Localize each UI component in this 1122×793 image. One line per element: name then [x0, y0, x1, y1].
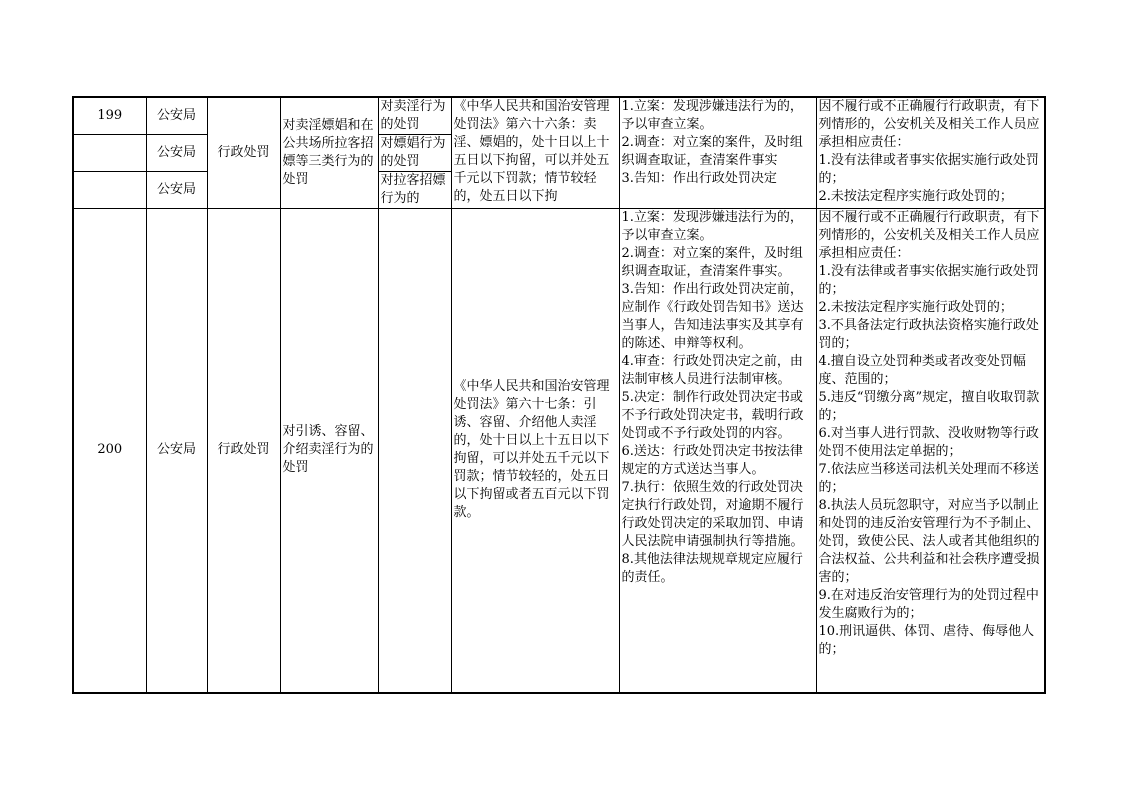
procedure-step: 7.执行：依照生效的行政处罚决定执行行政处罚，对逾期不履行行政处罚决定的采取加罚、申请人民法院申请强制执行等措施。 — [621, 480, 804, 549]
legal-basis-cell: 《中华人民共和国治安管理处罚法》第六十七条：引诱、容留、介绍他人卖淫的，处十日以上十五日以下拘留，可以并处五千元以下罚款；情节较轻的，处五日以下拘留或者五百元以下罚款。 — [451, 209, 619, 693]
procedure-cell — [619, 97, 816, 209]
liability-line: 因不履行或不正确履行行政职责，有下列情形的，公安机关及相关工作人员应承担相应责任： — [818, 210, 1040, 261]
liability-line: 6.对当事人进行罚款、没收财物等行政处罚不使用法定单据的； — [818, 426, 1039, 459]
liability-line: 3.不具备法定行政执法资格实施行政处罚的； — [818, 318, 1039, 351]
liability-line: 因不履行或不正确履行行政职责，有下列情形的，公安机关及相关工作人员应承担相应责任： — [818, 99, 1040, 150]
procedure-step: 2.调查：对立案的案件，及时组织调查取证，查清案件事实。 — [621, 246, 803, 279]
liability-cell — [816, 97, 1045, 209]
liability-line: 2.未按法定程序实施行政处罚的； — [818, 189, 1013, 204]
procedure-step: 3.告知：作出行政处罚决定前，应制作《行政处罚告知书》送达当事人，告知违法事实及其享有的陈述、申辩等权利。 — [621, 282, 804, 351]
liability-line: 2.未按法定程序实施行政处罚的； — [818, 300, 1013, 315]
procedure-step: 3.告知：作出行政处罚决定 — [621, 171, 777, 186]
liability-line: 10.刑讯逼供、体罚、虐待、侮辱他人的； — [818, 624, 1035, 657]
sub-item-cell: 对嫖娼行为的处罚 — [378, 135, 451, 172]
procedure-step: 5.决定：制作行政处罚决定书或不予行政处罚决定书，载明行政处罚或不予行政处罚的内容。 — [621, 390, 804, 441]
department-cell: 公安局 — [146, 97, 207, 135]
liability-line: 1.没有法律或者事实依据实施行政处罚的； — [818, 153, 1039, 186]
row-number-cell: 199 — [73, 97, 146, 135]
procedure-step: 1.立案：发现涉嫌违法行为的，予以审查立案。 — [621, 210, 803, 243]
row-number-cell-empty — [73, 172, 146, 209]
table-row-199 — [73, 97, 1045, 135]
procedure-step: 6.送达：行政处罚决定书按法律规定的方式送达当事人。 — [621, 444, 803, 477]
power-item-cell: 对引诱、容留、介绍卖淫行为的处罚 — [280, 209, 378, 693]
table-row-200 — [73, 209, 1045, 693]
power-type-cell: 行政处罚 — [207, 209, 280, 693]
procedure-cell — [619, 209, 816, 693]
liability-line: 9.在对违反治安管理行为的处罚过程中发生腐败行为的； — [818, 588, 1039, 621]
sub-item-cell: 对卖淫行为的处罚 — [378, 97, 451, 135]
power-item-cell: 对卖淫嫖娼和在公共场所拉客招嫖等三类行为的处罚 — [280, 97, 378, 209]
sub-item-cell: 对拉客招嫖行为的 — [378, 172, 451, 209]
procedure-step: 4.审查：行政处罚决定之前，由法制审核人员进行法制审核。 — [621, 354, 803, 387]
row-number-cell-empty — [73, 135, 146, 172]
legal-basis-cell: 《中华人民共和国治安管理处罚法》第六十六条：卖淫、嫖娼的，处十日以上十五日以下拘留，可以并处五千元以下罚款；情节较轻的，处五日以下拘 — [451, 97, 619, 209]
power-type-cell: 行政处罚 — [207, 97, 280, 209]
liability-line: 8.执法人员玩忽职守，对应当予以制止和处罚的违反治安管理行为不予制止、处罚，致使公民、法人或者其他组织的合法权益、公共利益和社会秩序遭受损害的； — [818, 498, 1040, 585]
liability-line: 1.没有法律或者事实依据实施行政处罚的； — [818, 264, 1039, 297]
procedure-step: 2.调查：对立案的案件，及时组织调查取证，查清案件事实 — [621, 135, 803, 168]
liability-line: 7.依法应当移送司法机关处理而不移送的； — [818, 462, 1039, 495]
liability-line: 4.擅自设立处罚种类或者改变处罚幅度、范围的； — [818, 354, 1026, 387]
procedure-step: 8.其他法律法规规章规定应履行的责任。 — [621, 552, 803, 585]
department-cell: 公安局 — [146, 135, 207, 172]
power-list-table — [72, 96, 1046, 694]
liability-cell — [816, 209, 1045, 693]
row-number-cell: 200 — [73, 209, 146, 693]
sub-item-cell — [378, 209, 451, 693]
liability-line: 5.违反“罚缴分离”规定，擅自收取罚款的； — [818, 390, 1040, 423]
procedure-step: 1.立案：发现涉嫌违法行为的，予以审查立案。 — [621, 99, 803, 132]
department-cell: 公安局 — [146, 172, 207, 209]
department-cell: 公安局 — [146, 209, 207, 693]
